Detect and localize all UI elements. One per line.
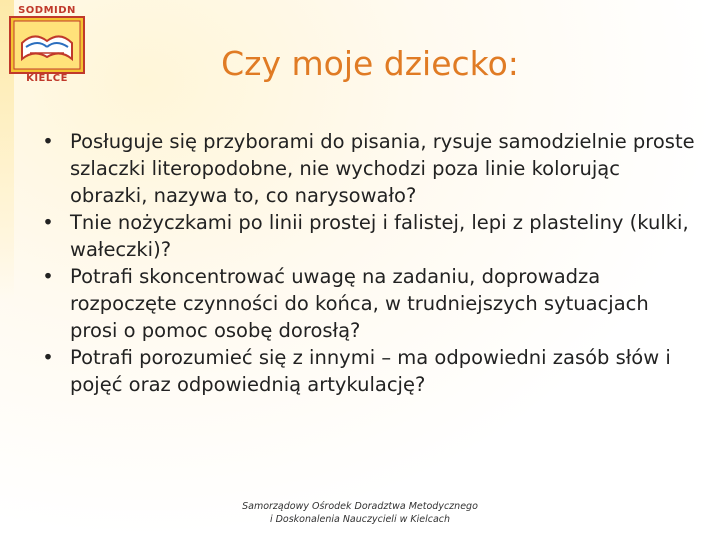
list-item: [38, 263, 702, 344]
logo-bottom-text: KIELCE: [26, 73, 68, 84]
organization-logo: [8, 3, 86, 89]
slide-title: Czy moje dziecko:: [221, 44, 519, 83]
list-item-text: Tnie nożyczkami po linii prostej i falistej, lepi z plasteliny (kulki, wałeczki)?: [70, 211, 689, 261]
list-item-text: Potrafi skoncentrować uwagę na zadaniu, doprowadza rozpoczęte czynności do końca, w trudniejszych sytuacjach prosi o pomoc osobę dorosłą?: [70, 265, 649, 342]
logo-top-text: SODMIDN: [18, 5, 76, 16]
footer: [210, 500, 510, 526]
bullet-marker: •: [42, 211, 54, 234]
footer-line-1: Samorządowy Ośrodek Doradztwa Metodycznego: [242, 501, 478, 512]
list-item-text: Potrafi porozumieć się z innymi – ma odpowiedni zasób słów i pojęć oraz odpowiednią artykulację?: [70, 346, 671, 396]
bullet-marker: •: [42, 130, 54, 153]
list-item: [38, 209, 702, 263]
list-item-text: Posługuje się przyborami do pisania, rysuje samodzielnie proste szlaczki literopodobne, nie wychodzi poza linie kolorując obrazki, nazywa to, co narysowało?: [70, 130, 695, 207]
bullet-list: [38, 128, 702, 398]
bullet-marker: •: [42, 265, 54, 288]
list-item: [38, 344, 702, 398]
bullet-marker: •: [42, 346, 54, 369]
footer-line-2: i Doskonalenia Nauczycieli w Kielcach: [269, 514, 451, 525]
list-item: [38, 128, 702, 209]
